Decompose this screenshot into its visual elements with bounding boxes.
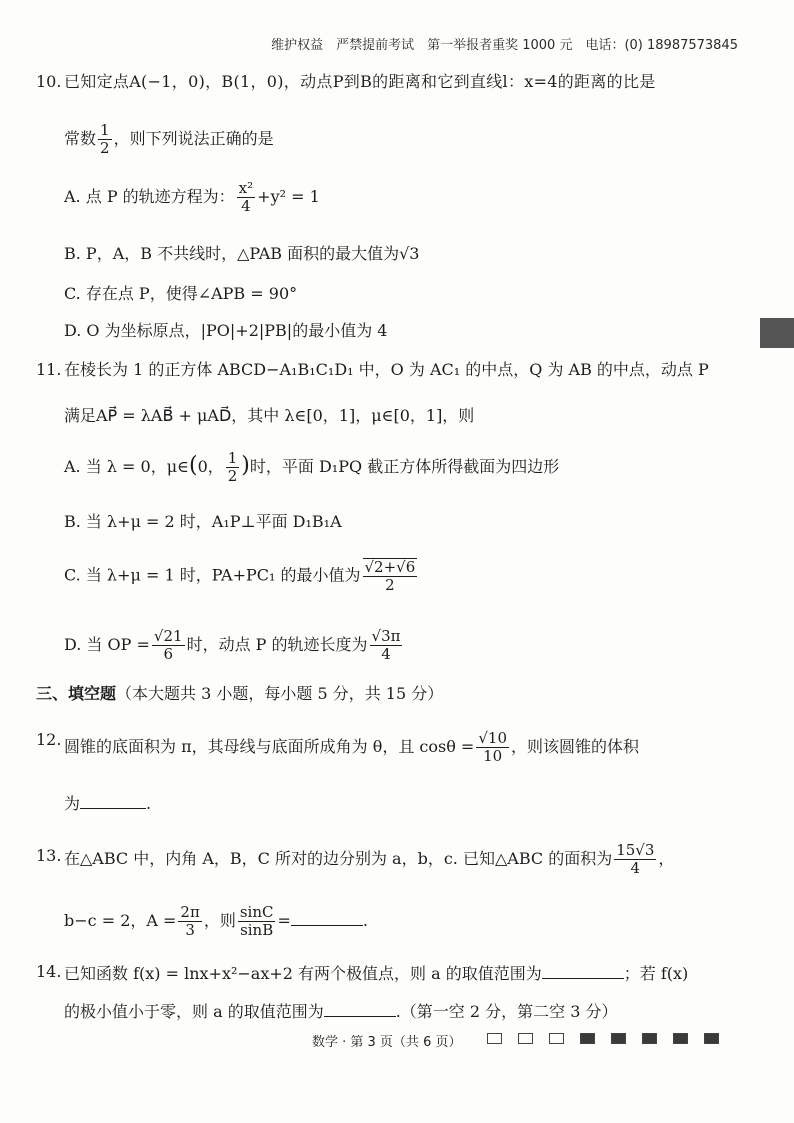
filled-mark — [642, 1033, 657, 1044]
q10-stem-line2 — [64, 122, 274, 157]
q13-area-fraction: $\frac{15√3}{4}$ — [616, 841, 655, 877]
filled-mark — [673, 1033, 688, 1044]
q13-stem-line1: 在△ABC 中，内角 A，B，C 所对的边分别为 a，b，c. 已知△ABC 的面积为 $\frac{15√3}{4}$ ， — [64, 841, 675, 877]
q13-angle-fraction: $\frac{2\pi}{3}$ — [180, 903, 200, 939]
q10-a-fraction: $\frac{\text{x²}}{4}$ — [238, 179, 254, 215]
q13-sine-ratio: $\frac{\sin C}{\sin B}$ — [239, 903, 274, 939]
q14-answer-blank-1[interactable] — [542, 962, 624, 979]
q10-stem2-post: ，则下列说法正确的是 — [113, 129, 274, 148]
filled-mark — [704, 1033, 719, 1044]
q10-stem-line1: 已知定点A(−1，0)，B(1，0)，动点P到B的距离和它到直线l：x=4的距离的比是 — [64, 72, 656, 91]
section-3-note: （本大题共 3 小题，每小题 5 分，共 15 分） — [116, 684, 444, 703]
q10-option-b: B. P，A，B 不共线时，△PAB 面积的最大值为√3 — [64, 244, 420, 263]
q12-answer-blank[interactable] — [80, 792, 146, 809]
q11-number: 11. — [36, 360, 62, 379]
q10-fraction-half: $\frac{1}{2}$ — [100, 121, 110, 157]
hollow-mark — [518, 1033, 533, 1044]
q11-option-d: D. 当 OP = $\frac{√21}{6}$ 时，动点 P 的轨迹长度为 $\frac{√3\pi}{4}$ — [64, 627, 401, 663]
q12-stem-line2: 为 . — [64, 794, 152, 813]
q11-a-fraction: $\frac{1}{2}$ — [227, 449, 238, 485]
hollow-mark — [549, 1033, 564, 1044]
q13-stem-line2: b−c = 2，A = $\frac{2\pi}{3}$ ，则 $\frac{\sin C}{\sin B}$ = . — [64, 903, 368, 939]
q14-answer-blank-2[interactable] — [324, 1000, 396, 1017]
q10-stem2-pre: 常数 — [64, 129, 97, 148]
q14-stem-line1: 已知函数 f(x) = lnx+x²−ax+2 有两个极值点，则 a 的取值范围为 ；若 f(x) — [64, 964, 689, 983]
section-3-title: 三、填空题 — [36, 684, 117, 703]
filled-mark — [611, 1033, 626, 1044]
q13-number: 13. — [36, 846, 62, 865]
q10-option-a: A. 点 P 的轨迹方程为： $\frac{\text{x²}}{4}$ +y² = 1 — [64, 179, 320, 215]
q10-option-d: D. O 为坐标原点，|PO|+2|PB|的最小值为 4 — [64, 321, 388, 340]
q11-stem-line2: 满足AP⃗ = λAB⃗ + μAD⃗，其中 λ∈[0，1]，μ∈[0，1]，则 — [64, 406, 475, 425]
q10-option-c: C. 存在点 P，使得∠APB = 90° — [64, 284, 298, 303]
q11-d-fraction-length: $\frac{√3\pi}{4}$ — [371, 627, 401, 663]
q12-stem-line1: 圆锥的底面积为 π，其母线与底面所成角为 θ，且 cosθ = $\frac{√10}{10}$ ，则该圆锥的体积 — [64, 729, 640, 765]
q11-option-c: C. 当 λ+μ = 1 时，PA+PC₁ 的最小值为 $\frac{√2+√6}{2}$ — [64, 558, 416, 594]
hollow-mark — [487, 1033, 502, 1044]
q11-c-fraction: $\frac{√2+√6}{2}$ — [364, 558, 416, 594]
page-footer: 数学 · 第 3 页（共 6 页） — [312, 1035, 462, 1050]
q11-d-fraction-op: $\frac{√21}{6}$ — [153, 627, 183, 663]
q14-stem-line2: 的极小值小于零，则 a 的取值范围为 .（第一空 2 分，第二空 3 分） — [64, 1002, 618, 1021]
q14-number: 14. — [36, 962, 62, 981]
page-header: 维护权益 严禁提前考试 第一举报者重奖 1000 元 电话：(0) 18987573845 — [271, 38, 738, 53]
q12-cos-fraction: $\frac{√10}{10}$ — [478, 729, 507, 765]
q13-answer-blank[interactable] — [291, 909, 363, 926]
q11-option-a: A. 当 λ = 0，μ∈(0， $\frac{1}{2}$ )时，平面 D₁PQ 截正方体所得截面为四边形 — [64, 449, 560, 485]
section-3-heading — [36, 684, 443, 704]
filled-mark — [580, 1033, 595, 1044]
q11-option-b: B. 当 λ+μ = 2 时，A₁P⊥平面 D₁B₁A — [64, 512, 342, 531]
q12-number: 12. — [36, 730, 62, 749]
q11-stem-line1: 在棱长为 1 的正方体 ABCD−A₁B₁C₁D₁ 中，O 为 AC₁ 的中点，Q 为 AB 的中点，动点 P — [64, 360, 709, 379]
edge-tab-marker — [760, 318, 794, 348]
q10-number: 10. — [36, 72, 62, 91]
